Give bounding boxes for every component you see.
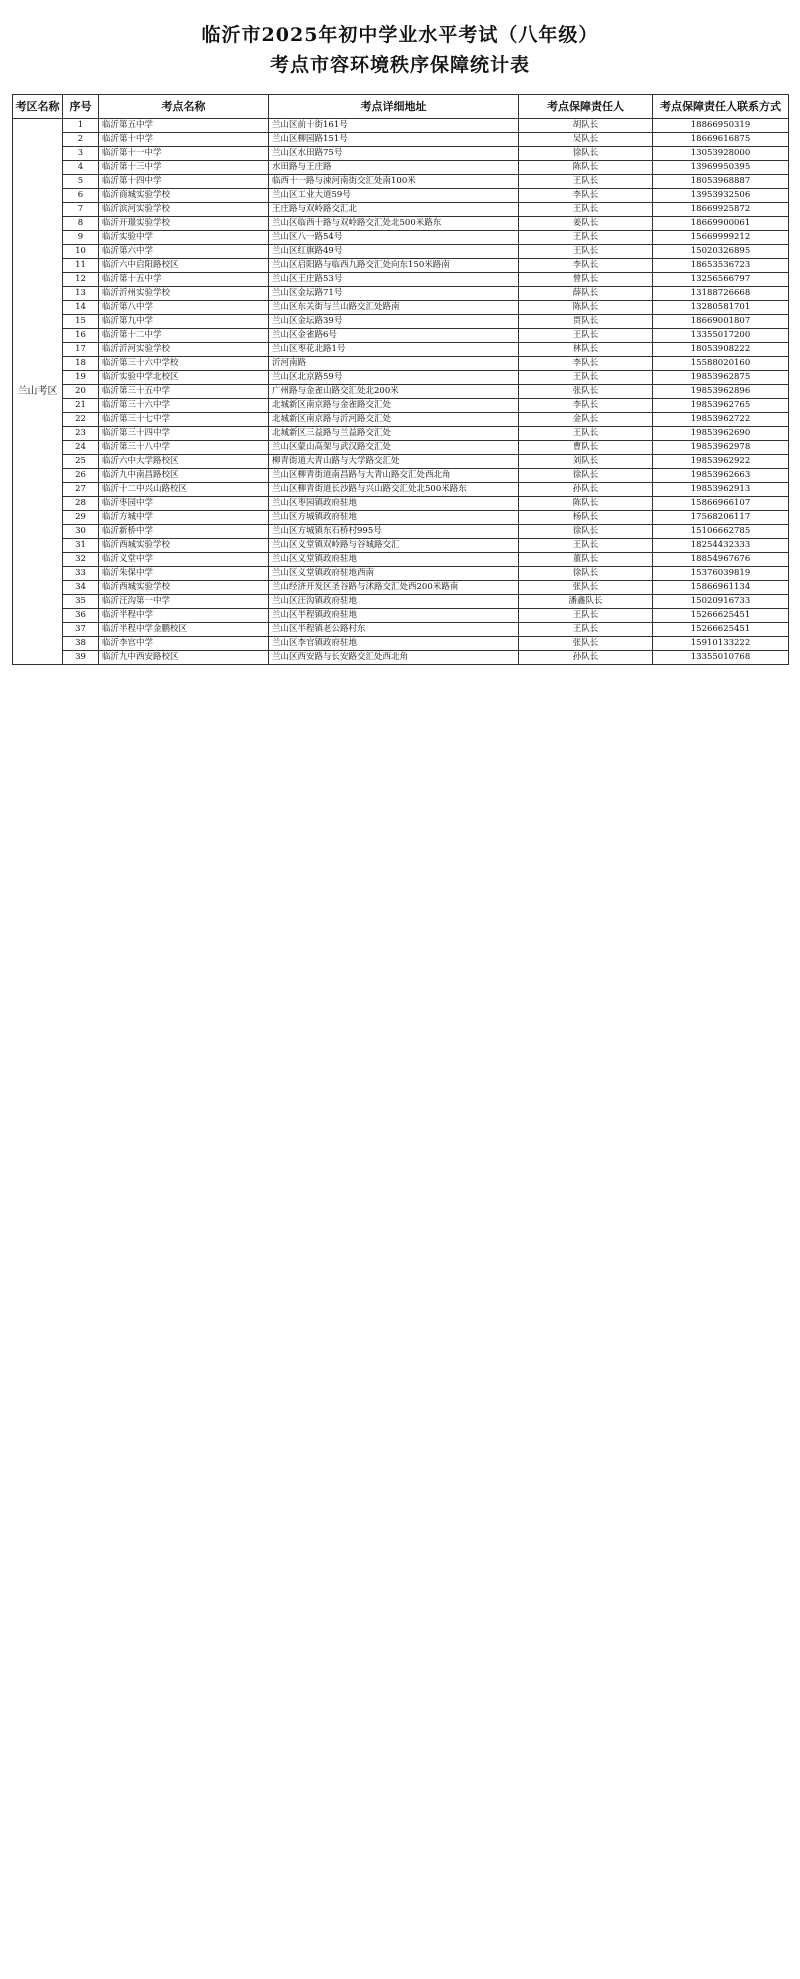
school-name-cell: 临沂半程中学 bbox=[99, 609, 269, 623]
contact-person-cell: 林队长 bbox=[519, 343, 653, 357]
school-name-cell: 临沂九中西安路校区 bbox=[99, 651, 269, 665]
address-cell: 兰山区西安路与长安路交汇处西北角 bbox=[269, 651, 519, 665]
row-number-cell: 10 bbox=[63, 245, 99, 259]
contact-person-cell: 王队长 bbox=[519, 623, 653, 637]
address-cell: 北城新区三益路与兰益路交汇处 bbox=[269, 427, 519, 441]
contact-person-cell: 王队长 bbox=[519, 371, 653, 385]
contact-person-cell: 王队长 bbox=[519, 245, 653, 259]
row-number-cell: 15 bbox=[63, 315, 99, 329]
school-name-cell: 临沂第十三中学 bbox=[99, 161, 269, 175]
row-number-cell: 28 bbox=[63, 497, 99, 511]
phone-cell: 15020916733 bbox=[653, 595, 789, 609]
school-name-cell: 临沂第九中学 bbox=[99, 315, 269, 329]
table-row bbox=[13, 483, 789, 497]
contact-person-cell: 吴队长 bbox=[519, 133, 653, 147]
phone-cell: 15588020160 bbox=[653, 357, 789, 371]
contact-person-cell: 李队长 bbox=[519, 259, 653, 273]
contact-person-cell: 潘鑫队长 bbox=[519, 595, 653, 609]
row-number-cell: 25 bbox=[63, 455, 99, 469]
table-header-row bbox=[13, 95, 789, 119]
address-cell: 兰山区水田路75号 bbox=[269, 147, 519, 161]
phone-cell: 15866961134 bbox=[653, 581, 789, 595]
address-cell: 兰山区前十街161号 bbox=[269, 119, 519, 133]
table-row bbox=[13, 595, 789, 609]
school-name-cell: 临沂实验中学北校区 bbox=[99, 371, 269, 385]
phone-cell: 19853962875 bbox=[653, 371, 789, 385]
address-cell: 兰山经济开发区圣谷路与沭路交汇处西200米路南 bbox=[269, 581, 519, 595]
contact-person-cell: 金队长 bbox=[519, 413, 653, 427]
table-row bbox=[13, 637, 789, 651]
address-cell: 兰山区蒙山高架与武汉路交汇处 bbox=[269, 441, 519, 455]
address-cell: 兰山区半程镇政府驻地 bbox=[269, 609, 519, 623]
school-name-cell: 临沂李官中学 bbox=[99, 637, 269, 651]
row-number-cell: 26 bbox=[63, 469, 99, 483]
address-cell: 兰山区金坛路39号 bbox=[269, 315, 519, 329]
address-cell: 兰山区枣园镇政府驻地 bbox=[269, 497, 519, 511]
row-number-cell: 31 bbox=[63, 539, 99, 553]
header-contact: 考点保障责任人 bbox=[519, 95, 653, 119]
school-name-cell: 临沂第六中学 bbox=[99, 245, 269, 259]
table-row bbox=[13, 273, 789, 287]
header-number: 序号 bbox=[63, 95, 99, 119]
table-row bbox=[13, 329, 789, 343]
table-row bbox=[13, 525, 789, 539]
row-number-cell: 35 bbox=[63, 595, 99, 609]
row-number-cell: 39 bbox=[63, 651, 99, 665]
school-name-cell: 临沂第三十八中学 bbox=[99, 441, 269, 455]
phone-cell: 15866966107 bbox=[653, 497, 789, 511]
school-name-cell: 临沂新桥中学 bbox=[99, 525, 269, 539]
row-number-cell: 12 bbox=[63, 273, 99, 287]
address-cell: 兰山区金雀路6号 bbox=[269, 329, 519, 343]
contact-person-cell: 王队长 bbox=[519, 329, 653, 343]
address-cell: 兰山区红旗路49号 bbox=[269, 245, 519, 259]
school-name-cell: 临沂方城中学 bbox=[99, 511, 269, 525]
contact-person-cell: 李队长 bbox=[519, 189, 653, 203]
address-cell: 兰山区北京路59号 bbox=[269, 371, 519, 385]
address-cell: 兰山区方城镇政府驻地 bbox=[269, 511, 519, 525]
phone-cell: 13256566797 bbox=[653, 273, 789, 287]
header-phone: 考点保障责任人联系方式 bbox=[653, 95, 789, 119]
table-row bbox=[13, 147, 789, 161]
contact-person-cell: 张队长 bbox=[519, 637, 653, 651]
phone-cell: 18053968887 bbox=[653, 175, 789, 189]
school-name-cell: 临沂实验中学 bbox=[99, 231, 269, 245]
table-body bbox=[13, 119, 789, 665]
contact-person-cell: 徐队长 bbox=[519, 525, 653, 539]
contact-person-cell: 徐队长 bbox=[519, 147, 653, 161]
table-row bbox=[13, 455, 789, 469]
contact-person-cell: 张队长 bbox=[519, 581, 653, 595]
contact-person-cell: 贾队长 bbox=[519, 315, 653, 329]
address-cell: 兰山区半程镇老公路村东 bbox=[269, 623, 519, 637]
row-number-cell: 27 bbox=[63, 483, 99, 497]
table-row bbox=[13, 217, 789, 231]
contact-person-cell: 孙队长 bbox=[519, 483, 653, 497]
row-number-cell: 38 bbox=[63, 637, 99, 651]
contact-person-cell: 王队长 bbox=[519, 175, 653, 189]
school-name-cell: 临沂西城实验学校 bbox=[99, 581, 269, 595]
address-cell: 兰山区八一路54号 bbox=[269, 231, 519, 245]
phone-cell: 13355017200 bbox=[653, 329, 789, 343]
phone-cell: 18254432333 bbox=[653, 539, 789, 553]
school-name-cell: 临沂第三十七中学 bbox=[99, 413, 269, 427]
phone-cell: 13355010768 bbox=[653, 651, 789, 665]
phone-cell: 18053908222 bbox=[653, 343, 789, 357]
contact-person-cell: 李队长 bbox=[519, 357, 653, 371]
contact-person-cell: 曾队长 bbox=[519, 273, 653, 287]
phone-cell: 17568206117 bbox=[653, 511, 789, 525]
table-row bbox=[13, 469, 789, 483]
phone-cell: 15669999212 bbox=[653, 231, 789, 245]
row-number-cell: 36 bbox=[63, 609, 99, 623]
phone-cell: 13053928000 bbox=[653, 147, 789, 161]
contact-person-cell: 曹队长 bbox=[519, 441, 653, 455]
phone-cell: 13188726668 bbox=[653, 287, 789, 301]
phone-cell: 13953932506 bbox=[653, 189, 789, 203]
table-row bbox=[13, 581, 789, 595]
contact-person-cell: 陈队长 bbox=[519, 301, 653, 315]
contact-person-cell: 李队长 bbox=[519, 399, 653, 413]
table-row bbox=[13, 371, 789, 385]
row-number-cell: 19 bbox=[63, 371, 99, 385]
row-number-cell: 11 bbox=[63, 259, 99, 273]
table-row bbox=[13, 245, 789, 259]
phone-cell: 15020326895 bbox=[653, 245, 789, 259]
contact-person-cell: 张队长 bbox=[519, 385, 653, 399]
phone-cell: 15376039819 bbox=[653, 567, 789, 581]
address-cell: 兰山区李官镇政府驻地 bbox=[269, 637, 519, 651]
row-number-cell: 30 bbox=[63, 525, 99, 539]
address-cell: 北城新区南京路与金雀路交汇处 bbox=[269, 399, 519, 413]
contact-person-cell: 王队长 bbox=[519, 231, 653, 245]
phone-cell: 18866950319 bbox=[653, 119, 789, 133]
school-name-cell: 临沂第三十五中学 bbox=[99, 385, 269, 399]
address-cell: 兰山区枣花北路1号 bbox=[269, 343, 519, 357]
header-district: 考区名称 bbox=[13, 95, 63, 119]
address-cell: 兰山区临西十路与双岭路交汇处北500米路东 bbox=[269, 217, 519, 231]
table-row bbox=[13, 399, 789, 413]
contact-person-cell: 董队长 bbox=[519, 553, 653, 567]
phone-cell: 13280581701 bbox=[653, 301, 789, 315]
table-row bbox=[13, 203, 789, 217]
row-number-cell: 4 bbox=[63, 161, 99, 175]
row-number-cell: 14 bbox=[63, 301, 99, 315]
row-number-cell: 33 bbox=[63, 567, 99, 581]
school-name-cell: 临沂半程中学金鹏校区 bbox=[99, 623, 269, 637]
table-row bbox=[13, 511, 789, 525]
phone-cell: 18653536723 bbox=[653, 259, 789, 273]
address-cell: 水田路与王庄路 bbox=[269, 161, 519, 175]
contact-person-cell: 陈队长 bbox=[519, 497, 653, 511]
address-cell: 兰山区王庄路53号 bbox=[269, 273, 519, 287]
phone-cell: 19853962978 bbox=[653, 441, 789, 455]
school-name-cell: 临沂第十二中学 bbox=[99, 329, 269, 343]
school-name-cell: 临沂六中大学路校区 bbox=[99, 455, 269, 469]
school-name-cell: 临沂六中启阳路校区 bbox=[99, 259, 269, 273]
table-row bbox=[13, 343, 789, 357]
page-title: 临沂市2025年初中学业水平考试（八年级） bbox=[201, 24, 599, 46]
phone-cell: 18669001807 bbox=[653, 315, 789, 329]
address-cell: 兰山区方城镇东石桥村995号 bbox=[269, 525, 519, 539]
address-cell: 兰山区启阳路与临西九路交汇处向东150米路南 bbox=[269, 259, 519, 273]
header-address: 考点详细地址 bbox=[269, 95, 519, 119]
row-number-cell: 24 bbox=[63, 441, 99, 455]
table-row bbox=[13, 567, 789, 581]
contact-person-cell: 陈队长 bbox=[519, 161, 653, 175]
school-name-cell: 临沂第十中学 bbox=[99, 133, 269, 147]
contact-person-cell: 王队长 bbox=[519, 609, 653, 623]
school-name-cell: 临沂第五中学 bbox=[99, 119, 269, 133]
address-cell: 兰山区柳青街道长沙路与兴山路交汇处北500米路东 bbox=[269, 483, 519, 497]
phone-cell: 15106662785 bbox=[653, 525, 789, 539]
district-name-cell: 兰山考区 bbox=[13, 119, 63, 665]
school-name-cell: 临沂第八中学 bbox=[99, 301, 269, 315]
phone-cell: 19853962896 bbox=[653, 385, 789, 399]
row-number-cell: 21 bbox=[63, 399, 99, 413]
table-row bbox=[13, 385, 789, 399]
phone-cell: 18669616875 bbox=[653, 133, 789, 147]
contact-person-cell: 孙队长 bbox=[519, 651, 653, 665]
header-school: 考点名称 bbox=[99, 95, 269, 119]
address-cell: 临西十一路与涑河南街交汇处南100米 bbox=[269, 175, 519, 189]
row-number-cell: 3 bbox=[63, 147, 99, 161]
table-row bbox=[13, 497, 789, 511]
school-name-cell: 临沂第三十六中学 bbox=[99, 399, 269, 413]
school-name-cell: 临沂开璟实验学校 bbox=[99, 217, 269, 231]
table-row bbox=[13, 287, 789, 301]
phone-cell: 19853962722 bbox=[653, 413, 789, 427]
row-number-cell: 7 bbox=[63, 203, 99, 217]
table-row bbox=[13, 413, 789, 427]
table-row bbox=[13, 609, 789, 623]
school-name-cell: 临沂滨河实验学校 bbox=[99, 203, 269, 217]
row-number-cell: 9 bbox=[63, 231, 99, 245]
row-number-cell: 16 bbox=[63, 329, 99, 343]
row-number-cell: 23 bbox=[63, 427, 99, 441]
contact-person-cell: 徐队长 bbox=[519, 567, 653, 581]
school-name-cell: 临沂第十五中学 bbox=[99, 273, 269, 287]
contact-person-cell: 杨队长 bbox=[519, 511, 653, 525]
phone-cell: 19853962922 bbox=[653, 455, 789, 469]
table-row bbox=[13, 553, 789, 567]
phone-cell: 18854967676 bbox=[653, 553, 789, 567]
row-number-cell: 6 bbox=[63, 189, 99, 203]
school-name-cell: 临沂十二中兴山路校区 bbox=[99, 483, 269, 497]
phone-cell: 19853962913 bbox=[653, 483, 789, 497]
phone-cell: 15266625451 bbox=[653, 609, 789, 623]
table-row bbox=[13, 161, 789, 175]
row-number-cell: 20 bbox=[63, 385, 99, 399]
table-row bbox=[13, 301, 789, 315]
school-name-cell: 临沂义堂中学 bbox=[99, 553, 269, 567]
address-cell: 兰山区义堂镇政府驻地西南 bbox=[269, 567, 519, 581]
page-subtitle: 考点市容环境秩序保障统计表 bbox=[269, 54, 530, 76]
table-row bbox=[13, 315, 789, 329]
phone-cell: 19853962690 bbox=[653, 427, 789, 441]
school-name-cell: 临沂第十一中学 bbox=[99, 147, 269, 161]
address-cell: 沂河南路 bbox=[269, 357, 519, 371]
statistics-table bbox=[12, 94, 789, 665]
contact-person-cell: 王队长 bbox=[519, 539, 653, 553]
table-row bbox=[13, 133, 789, 147]
row-number-cell: 18 bbox=[63, 357, 99, 371]
contact-person-cell: 王队长 bbox=[519, 427, 653, 441]
row-number-cell: 34 bbox=[63, 581, 99, 595]
phone-cell: 18669900061 bbox=[653, 217, 789, 231]
school-name-cell: 临沂朱保中学 bbox=[99, 567, 269, 581]
address-cell: 兰山区东关街与兰山路交汇处路南 bbox=[269, 301, 519, 315]
table-row bbox=[13, 189, 789, 203]
row-number-cell: 1 bbox=[63, 119, 99, 133]
row-number-cell: 32 bbox=[63, 553, 99, 567]
school-name-cell: 临沂西城实验学校 bbox=[99, 539, 269, 553]
phone-cell: 18669925872 bbox=[653, 203, 789, 217]
contact-person-cell: 姜队长 bbox=[519, 217, 653, 231]
contact-person-cell: 刘队长 bbox=[519, 455, 653, 469]
row-number-cell: 29 bbox=[63, 511, 99, 525]
address-cell: 王庄路与双岭路交汇北 bbox=[269, 203, 519, 217]
address-cell: 兰山区义堂镇政府驻地 bbox=[269, 553, 519, 567]
row-number-cell: 13 bbox=[63, 287, 99, 301]
address-cell: 兰山区柳青街道南昌路与大青山路交汇处西北角 bbox=[269, 469, 519, 483]
table-row bbox=[13, 119, 789, 133]
phone-cell: 19853962663 bbox=[653, 469, 789, 483]
school-name-cell: 临沂九中南昌路校区 bbox=[99, 469, 269, 483]
contact-person-cell: 胡队长 bbox=[519, 119, 653, 133]
school-name-cell: 临沂沂州实验学校 bbox=[99, 287, 269, 301]
table-row bbox=[13, 539, 789, 553]
row-number-cell: 5 bbox=[63, 175, 99, 189]
row-number-cell: 17 bbox=[63, 343, 99, 357]
table-row bbox=[13, 231, 789, 245]
school-name-cell: 临沂汪沟第一中学 bbox=[99, 595, 269, 609]
school-name-cell: 临沂枣园中学 bbox=[99, 497, 269, 511]
address-cell: 兰山区汪沟镇政府驻地 bbox=[269, 595, 519, 609]
phone-cell: 15266625451 bbox=[653, 623, 789, 637]
row-number-cell: 2 bbox=[63, 133, 99, 147]
address-cell: 兰山区柳园路151号 bbox=[269, 133, 519, 147]
table-row bbox=[13, 441, 789, 455]
school-name-cell: 临沂第三十六中学校 bbox=[99, 357, 269, 371]
table-row bbox=[13, 259, 789, 273]
table-row bbox=[13, 651, 789, 665]
school-name-cell: 临沂第三十四中学 bbox=[99, 427, 269, 441]
address-cell: 兰山区义堂镇双岭路与谷城路交汇 bbox=[269, 539, 519, 553]
address-cell: 广州路与金雀山路交汇处北200米 bbox=[269, 385, 519, 399]
contact-person-cell: 徐队长 bbox=[519, 469, 653, 483]
table-row bbox=[13, 623, 789, 637]
table-row bbox=[13, 175, 789, 189]
table-row bbox=[13, 357, 789, 371]
address-cell: 兰山区金坛路71号 bbox=[269, 287, 519, 301]
address-cell: 柳青街道大青山路与大学路交汇处 bbox=[269, 455, 519, 469]
school-name-cell: 临沂沂河实验学校 bbox=[99, 343, 269, 357]
phone-cell: 15910133222 bbox=[653, 637, 789, 651]
phone-cell: 13969950395 bbox=[653, 161, 789, 175]
page bbox=[0, 0, 800, 689]
table-row bbox=[13, 427, 789, 441]
school-name-cell: 临沂商城实验学校 bbox=[99, 189, 269, 203]
row-number-cell: 22 bbox=[63, 413, 99, 427]
phone-cell: 19853962765 bbox=[653, 399, 789, 413]
address-cell: 北城新区南京路与沂河路交汇处 bbox=[269, 413, 519, 427]
school-name-cell: 临沂第十四中学 bbox=[99, 175, 269, 189]
row-number-cell: 8 bbox=[63, 217, 99, 231]
contact-person-cell: 王队长 bbox=[519, 203, 653, 217]
address-cell: 兰山区工业大道59号 bbox=[269, 189, 519, 203]
contact-person-cell: 薛队长 bbox=[519, 287, 653, 301]
row-number-cell: 37 bbox=[63, 623, 99, 637]
